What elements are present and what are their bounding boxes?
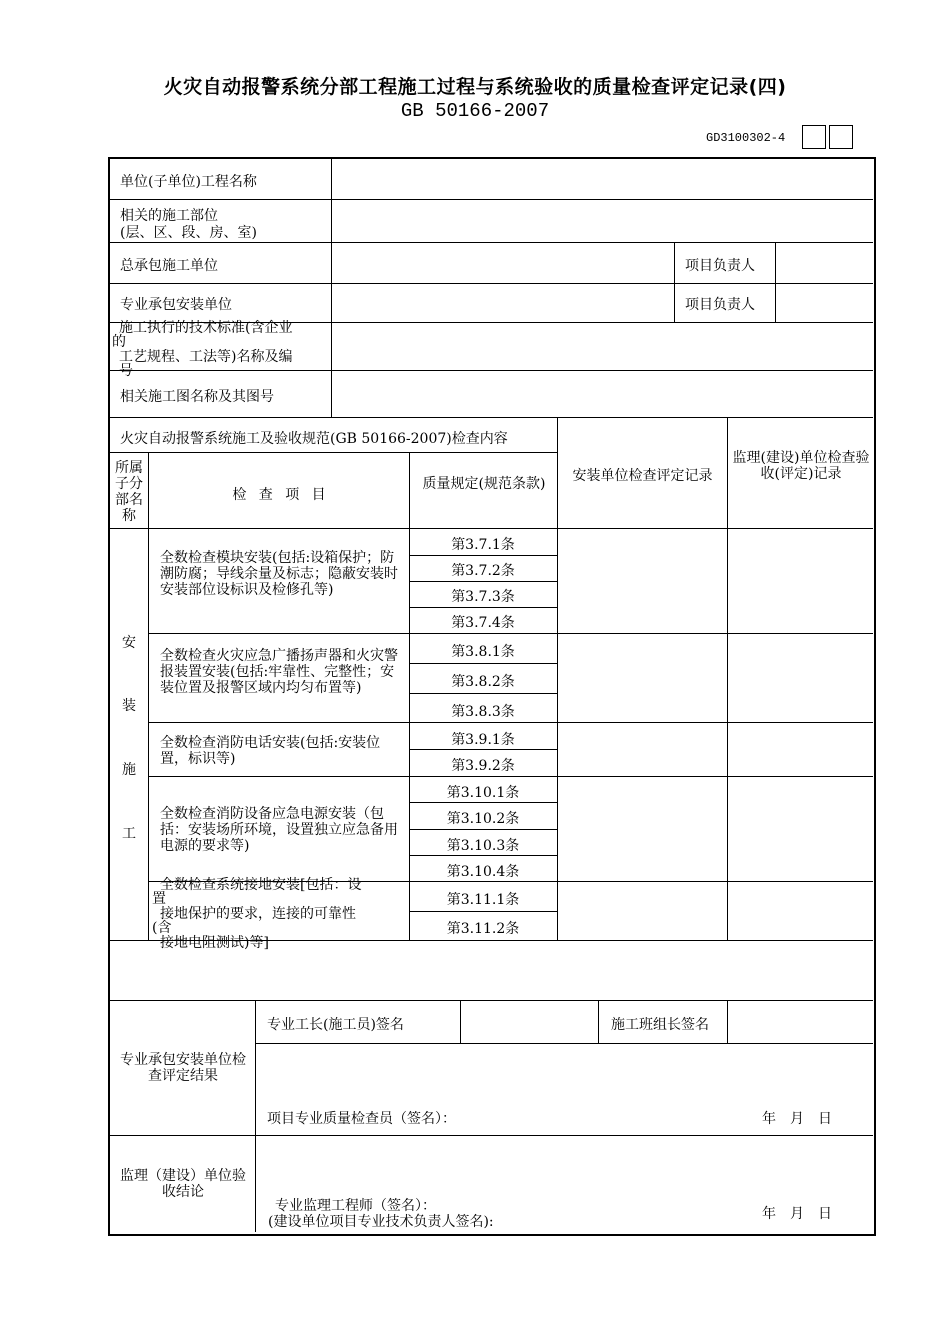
clause-3-7-4: 第3.7.4条 <box>451 615 515 631</box>
project-manager-field[interactable] <box>776 243 872 283</box>
form-code: GD3100302-4 <box>706 131 786 145</box>
clause-3-10-2: 第3.10.2条 <box>446 811 520 827</box>
date-2: 年 月 日 <box>762 1206 832 1222</box>
foreman-sign-label: 专业工长(施工员)签名 <box>267 1017 404 1033</box>
installer-record-header: 安装单位检查评定记录 <box>572 468 713 484</box>
team-leader-sign-field[interactable] <box>728 1001 872 1043</box>
specialty-contractor-field[interactable] <box>332 284 674 322</box>
project-manager-label: 项目负责人 <box>685 258 755 274</box>
foreman-sign-field[interactable] <box>461 1001 598 1043</box>
page-title: 火灾自动报警系统分部工程施工过程与系统验收的质量检查评定记录(四) <box>163 76 787 98</box>
clause-3-8-1: 第3.8.1条 <box>451 644 515 660</box>
drawing-label: 相关施工图名称及其图号 <box>120 389 274 405</box>
owner-tech-label: (建设单位项目专业技术负责人签名): <box>268 1214 494 1230</box>
qc-inspector-label: 项目专业质量检查员（签名）： <box>267 1111 456 1127</box>
standard-number: GB 50166-2007 <box>400 100 550 122</box>
clause-3-9-2: 第3.9.2条 <box>451 758 515 774</box>
supervisor-record-header: 监理(建设)单位检查验收(评定)记录 <box>732 450 870 482</box>
check-item-emergency-power: 全数检查消防设备应急电源安装（包括：安装场所环境，设置独立应急备用电源的要求等) <box>160 806 398 854</box>
clause-3-10-4: 第3.10.4条 <box>446 864 520 880</box>
drawing-field[interactable] <box>332 371 872 417</box>
supervisor-record-cell[interactable] <box>728 777 872 881</box>
clause-3-10-1: 第3.10.1条 <box>446 785 520 801</box>
clause-3-10-3: 第3.10.3条 <box>446 838 520 854</box>
installer-result-label: 专业承包安装单位检查评定结果 <box>120 1052 246 1084</box>
installer-record-cell[interactable] <box>558 882 727 940</box>
check-item-module: 全数检查模块安装(包括:设箱保护；防潮防腐；导线余量及标志；隐蔽安装时安装部位设标识及检修孔等) <box>160 550 398 598</box>
supervisor-record-cell[interactable] <box>728 723 872 776</box>
check-item-phone: 全数检查消防电话安装(包括:安装位置，标识等) <box>160 735 381 767</box>
team-leader-sign-label: 施工班组长签名 <box>611 1017 709 1033</box>
tech-standard-field[interactable] <box>332 323 872 370</box>
clause-3-9-1: 第3.9.1条 <box>451 732 515 748</box>
installer-record-cell[interactable] <box>558 777 727 881</box>
project-manager-label-2: 项目负责人 <box>685 297 755 313</box>
section-char-1: 安 <box>122 635 136 651</box>
spec-title: 火灾自动报警系统施工及验收规范(GB 50166-2007)检查内容 <box>120 431 508 447</box>
installer-record-cell[interactable] <box>558 529 727 633</box>
section-char-4: 工 <box>122 826 136 842</box>
section-char-3: 施 <box>122 762 136 778</box>
clause-3-7-2: 第3.7.2条 <box>451 563 515 579</box>
form-code-box-2[interactable] <box>829 125 853 149</box>
quality-rule-header: 质量规定(规范条款) <box>422 476 546 492</box>
tech-standard-label: 施工执行的技术标准(含企业 的 工艺规程、工法等)名称及编 号 <box>112 320 293 379</box>
check-item-header: 检 查 项 目 <box>232 487 326 503</box>
check-item-broadcast: 全数检查火灾应急广播扬声器和火灾警报装置安装(包括:牢靠性、完整性；安装位置及报警区域内均匀布置等) <box>160 648 398 696</box>
section-char-2: 装 <box>122 698 136 714</box>
general-contractor-field[interactable] <box>332 243 674 283</box>
project-name-field[interactable] <box>332 159 872 199</box>
supervisor-record-cell[interactable] <box>728 882 872 940</box>
supervisor-conclusion-label: 监理（建设）单位验收结论 <box>120 1168 246 1200</box>
blank-row[interactable] <box>110 941 872 1000</box>
clause-3-7-1: 第3.7.1条 <box>451 537 515 553</box>
supervisor-engineer-label: 专业监理工程师（签名）： <box>275 1198 436 1214</box>
check-item-grounding: 全数检查系统接地安装[包括：设 置 接地保护的要求，连接的可靠性 (含 接地电阻测试)等] <box>152 877 362 951</box>
installer-record-cell[interactable] <box>558 634 727 722</box>
location-label: 相关的施工部位 <box>120 208 218 224</box>
supervisor-record-cell[interactable] <box>728 634 872 722</box>
project-manager-field-2[interactable] <box>776 284 872 322</box>
date-1: 年 月 日 <box>762 1111 832 1127</box>
supervisor-record-cell[interactable] <box>728 529 872 633</box>
clause-3-8-2: 第3.8.2条 <box>451 674 515 690</box>
installer-record-cell[interactable] <box>558 723 727 776</box>
general-contractor-label: 总承包施工单位 <box>120 258 218 274</box>
location-label-sub: (层、区、段、房、室) <box>120 225 257 241</box>
clause-3-7-3: 第3.7.3条 <box>451 589 515 605</box>
clause-3-11-1: 第3.11.1条 <box>446 892 520 908</box>
specialty-contractor-label: 专业承包安装单位 <box>120 297 232 313</box>
project-name-label: 单位(子单位)工程名称 <box>120 174 257 190</box>
form-code-box-1[interactable] <box>802 125 826 149</box>
clause-3-11-2: 第3.11.2条 <box>446 921 520 937</box>
clause-3-8-3: 第3.8.3条 <box>451 704 515 720</box>
sub-division-header: 所属子分部名称 <box>115 460 143 524</box>
location-field[interactable] <box>332 200 872 242</box>
